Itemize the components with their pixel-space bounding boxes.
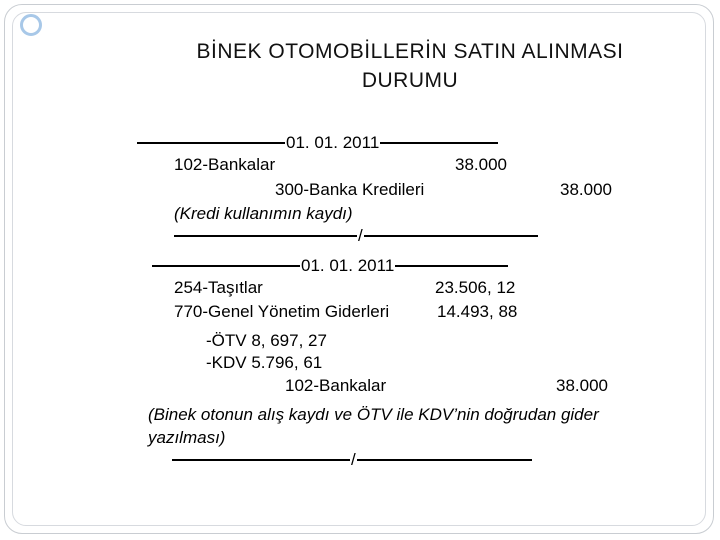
entry1-debit-amount: 38.000: [455, 155, 507, 174]
entry2-debit2-account: 770-Genel Yönetim Giderleri: [174, 302, 390, 321]
entry1-note: (Kredi kullanımın kaydı): [174, 204, 353, 223]
entry2-end-separator: [172, 450, 532, 470]
entry2-date: 01. 01. 2011: [301, 256, 395, 275]
separator-rule-left: [137, 142, 285, 144]
entry2-detail-otv: -ÖTV 8, 697, 27: [206, 331, 327, 350]
entry1-date: 01. 01. 2011: [286, 133, 380, 152]
separator-rule-right: [357, 459, 532, 461]
entry2-note-line2: yazılması): [148, 428, 226, 447]
entry1-end-separator: [174, 226, 538, 246]
separator-rule-right: [380, 142, 498, 144]
entry2-credit-account: 102-Bankalar: [285, 376, 387, 395]
page-title-line1: BİNEK OTOMOBİLLERİN SATIN ALINMASI: [196, 40, 624, 63]
page-title-line2: DURUMU: [361, 69, 459, 92]
separator-rule-left: [174, 235, 357, 237]
separator-rule-left: [152, 265, 300, 267]
entry2-debit2-amount: 14.493, 88: [437, 302, 518, 321]
entry2-date-separator: [152, 256, 508, 276]
separator-rule-right: [395, 265, 508, 267]
separator-rule-left: [172, 459, 350, 461]
entry2-debit1-amount: 23.506, 12: [435, 278, 516, 297]
entry1-credit-account: 300-Banka Kredileri: [275, 180, 425, 199]
decorative-circle-icon: [20, 14, 42, 36]
entry2-detail-kdv: -KDV 5.796, 61: [206, 353, 323, 372]
entry1-debit-account: 102-Bankalar: [174, 155, 276, 174]
entry2-note-line1: (Binek otonun alış kaydı ve ÖTV ile KDV’nin doğrudan gider: [148, 405, 599, 424]
entry1-date-separator: [137, 133, 498, 153]
entry1-credit-amount: 38.000: [560, 180, 612, 199]
entry2-credit-amount: 38.000: [556, 376, 608, 395]
separator-slash: /: [351, 450, 356, 469]
separator-slash: /: [358, 226, 363, 245]
separator-rule-right: [364, 235, 538, 237]
entry2-debit1-account: 254-Taşıtlar: [174, 278, 263, 297]
